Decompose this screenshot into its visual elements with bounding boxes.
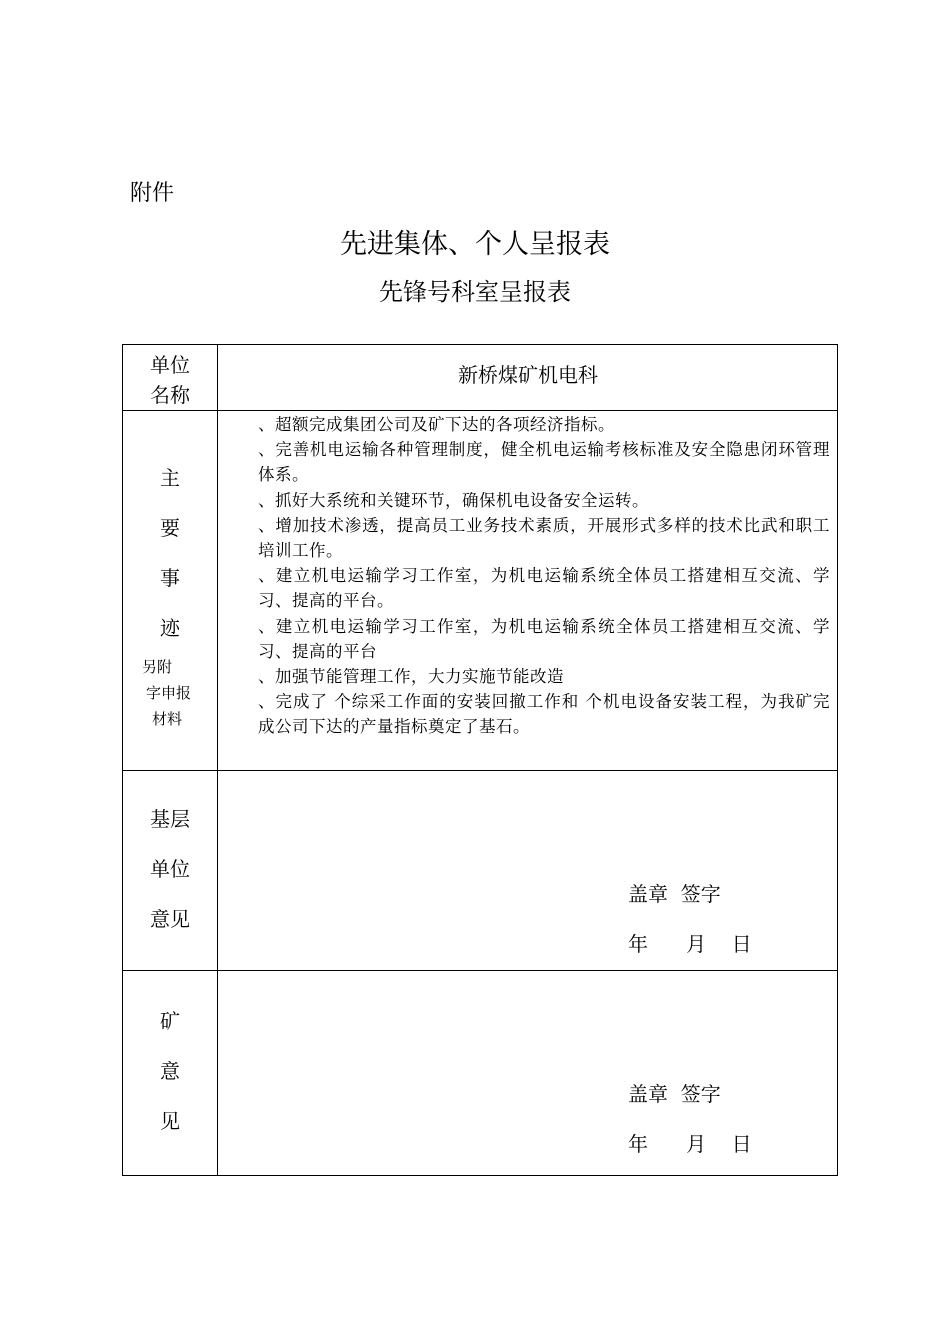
deeds-item: 、完善机电运输各种管理制度，健全机电运输考核标准及安全隐患闭环管理体系。 (258, 440, 830, 485)
deeds-item: 、抓好大系统和关键环节，确保机电设备安全运转。 (258, 490, 649, 510)
grassroots-label-line: 单位 (150, 857, 190, 881)
mine-label-char: 见 (160, 1109, 180, 1133)
unit-name-value: 新桥煤矿机电科 (458, 363, 598, 387)
page-title: 先进集体、个人呈报表 (340, 229, 610, 260)
unit-label-line: 名称 (150, 383, 190, 407)
deeds-item: 、加强节能管理工作，大力实施节能改造 (258, 667, 564, 687)
seal-signature-line: 盖章 签字 (628, 882, 721, 906)
deeds-label-char: 迹 (160, 616, 180, 640)
deeds-item: 、增加技术渗透，提高员工业务技术素质，开展形式多样的技术比武和职工培训工作。 (258, 515, 830, 561)
row-divider (122, 770, 838, 771)
deeds-list (258, 412, 830, 740)
page-subtitle: 先锋号科室呈报表 (379, 278, 571, 306)
unit-label-line: 单位 (150, 353, 190, 377)
date-line: 年 月 日 (628, 1132, 752, 1156)
deeds-note-line: 材料 (152, 710, 183, 728)
date-line: 年 月 日 (628, 932, 752, 956)
deeds-label-char: 主 (160, 466, 180, 490)
deeds-label-char: 要 (160, 516, 180, 540)
deeds-item: 、建立机电运输学习工作室，为机电运输系统全体员工搭建相互交流、学习、提高的平台 (258, 616, 830, 661)
row-divider (122, 970, 838, 971)
row-divider (122, 410, 838, 411)
mine-label-char: 矿 (160, 1009, 180, 1033)
mine-label-char: 意 (160, 1059, 180, 1083)
grassroots-label-line: 基层 (150, 807, 190, 831)
grassroots-label-line: 意见 (150, 907, 190, 931)
deeds-item: 、建立机电运输学习工作室，为机电运输系统全体员工搭建相互交流、学习、提高的平台。 (258, 566, 830, 611)
attachment-label: 附件 (130, 181, 175, 206)
deeds-label-char: 事 (160, 566, 180, 590)
deeds-item: 、完成了 个综采工作面的安装回撤工作和 个机电设备安装工程，为我矿完成公司下达的产量指标奠定了基石。 (258, 692, 830, 737)
deeds-note-line: 另附 (142, 658, 173, 676)
column-divider (217, 344, 218, 1176)
unit-name-label (140, 350, 200, 410)
deeds-item: 、超额完成集团公司及矿下达的各项经济指标。 (258, 415, 615, 434)
deeds-note-line: 字申报 (146, 684, 192, 702)
seal-signature-line: 盖章 签字 (628, 1082, 721, 1106)
